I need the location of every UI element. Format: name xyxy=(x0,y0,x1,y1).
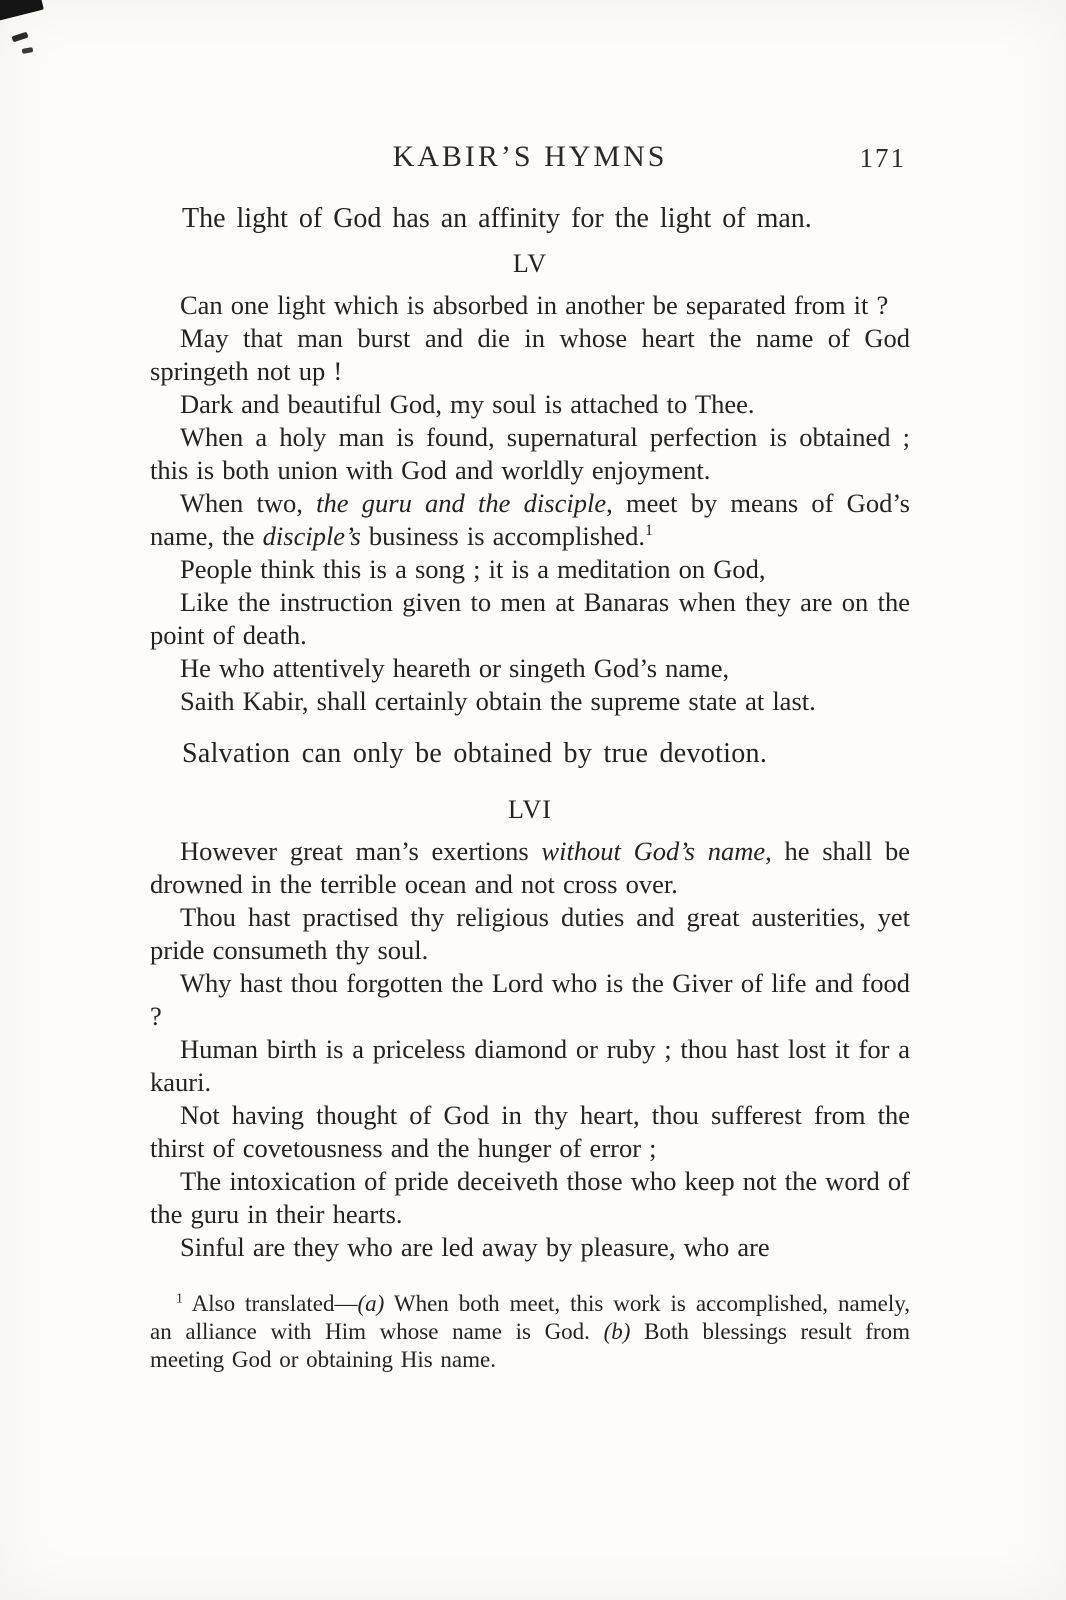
text-run: Human birth is a priceless diamond or ruby ; thou hast lost it for a kauri. xyxy=(150,1034,910,1097)
paragraph xyxy=(150,487,910,553)
footnote-marker: 1 xyxy=(644,522,653,540)
text-run: LV xyxy=(512,249,548,278)
paragraph xyxy=(150,736,910,771)
text-run: Sinful are they who are led away by pleasure, who are xyxy=(180,1232,770,1262)
text-blocks xyxy=(150,200,910,1374)
text-run: , meet by means of God’s name, the xyxy=(150,488,910,551)
paragraph xyxy=(150,967,910,1033)
footnote xyxy=(150,1290,910,1374)
text-run: When a holy man is found, supernatural perfection is obtained ; this is both union with God and worldly enjoyment. xyxy=(150,422,910,485)
paragraph xyxy=(150,1231,910,1264)
footnote-marker: 1 xyxy=(176,1290,183,1306)
italic-text: without God’s name xyxy=(541,836,766,866)
paragraph xyxy=(150,289,910,322)
text-run: business is accomplished. xyxy=(360,521,645,551)
text-run: The light of God has an affinity for the light of man. xyxy=(182,203,812,234)
text-run: People think this is a song ; it is a meditation on God, xyxy=(180,554,766,584)
text-run: Saith Kabir, shall certainly obtain the supreme state at last. xyxy=(180,686,816,716)
text-run: He who attentively heareth or singeth God’s name, xyxy=(180,653,730,683)
text-run: May that man burst and die in whose heart the name of God springeth not up ! xyxy=(150,323,910,386)
paragraph xyxy=(150,388,910,421)
section-heading xyxy=(150,795,910,825)
page-title: KABIR’S HYMNS xyxy=(392,140,668,173)
running-head xyxy=(150,140,910,180)
paragraph xyxy=(150,322,910,388)
text-run: However great man’s exertions xyxy=(180,836,542,866)
paragraph xyxy=(150,586,910,652)
italic-text: disciple’s xyxy=(262,521,361,551)
paragraph xyxy=(150,1099,910,1165)
paragraph xyxy=(150,553,910,586)
text-run: Dark and beautiful God, my soul is attached to Thee. xyxy=(180,389,755,419)
text-run: , he shall be drowned in the terrible ocean and not cross over. xyxy=(150,836,910,899)
text-run: When two, xyxy=(180,488,317,518)
text-run: Thou hast practised thy religious duties and great austerities, yet pride consumeth thy soul. xyxy=(150,902,910,965)
italic-text: (a) xyxy=(357,1291,385,1316)
section-heading xyxy=(150,249,910,279)
italic-text: the guru and the disciple xyxy=(316,488,607,518)
text-run: Salvation can only be obtained by true devotion. xyxy=(182,738,768,769)
paragraph xyxy=(150,200,910,237)
text-run: Why hast thou forgotten the Lord who is the Giver of life and food ? xyxy=(150,968,910,1031)
paragraph xyxy=(150,652,910,685)
text-run: LVI xyxy=(508,795,552,824)
paragraph xyxy=(150,835,910,901)
text-run: The intoxication of pride deceiveth those who keep not the word of the guru in their hearts. xyxy=(150,1166,910,1229)
text-run: Also translated— xyxy=(182,1291,358,1316)
paragraph xyxy=(150,421,910,487)
paragraph xyxy=(150,1033,910,1099)
text-run: Like the instruction given to men at Banaras when they are on the point of death. xyxy=(150,587,910,650)
paragraph xyxy=(150,1165,910,1231)
text-run: Not having thought of God in thy heart, thou sufferest from the thirst of covetousness and the hunger of error ; xyxy=(150,1100,910,1163)
paragraph xyxy=(150,685,910,718)
text-run: Both blessings result from meeting God or obtaining His name. xyxy=(150,1319,910,1372)
text-run: Can one light which is absorbed in another be separated from it ? xyxy=(180,290,889,320)
page-number: 171 xyxy=(859,143,906,173)
italic-text: (b) xyxy=(603,1319,631,1344)
text-run: When both meet, this work is accomplished, namely, an alliance with Him whose name is God. xyxy=(150,1291,910,1344)
paragraph xyxy=(150,901,910,967)
